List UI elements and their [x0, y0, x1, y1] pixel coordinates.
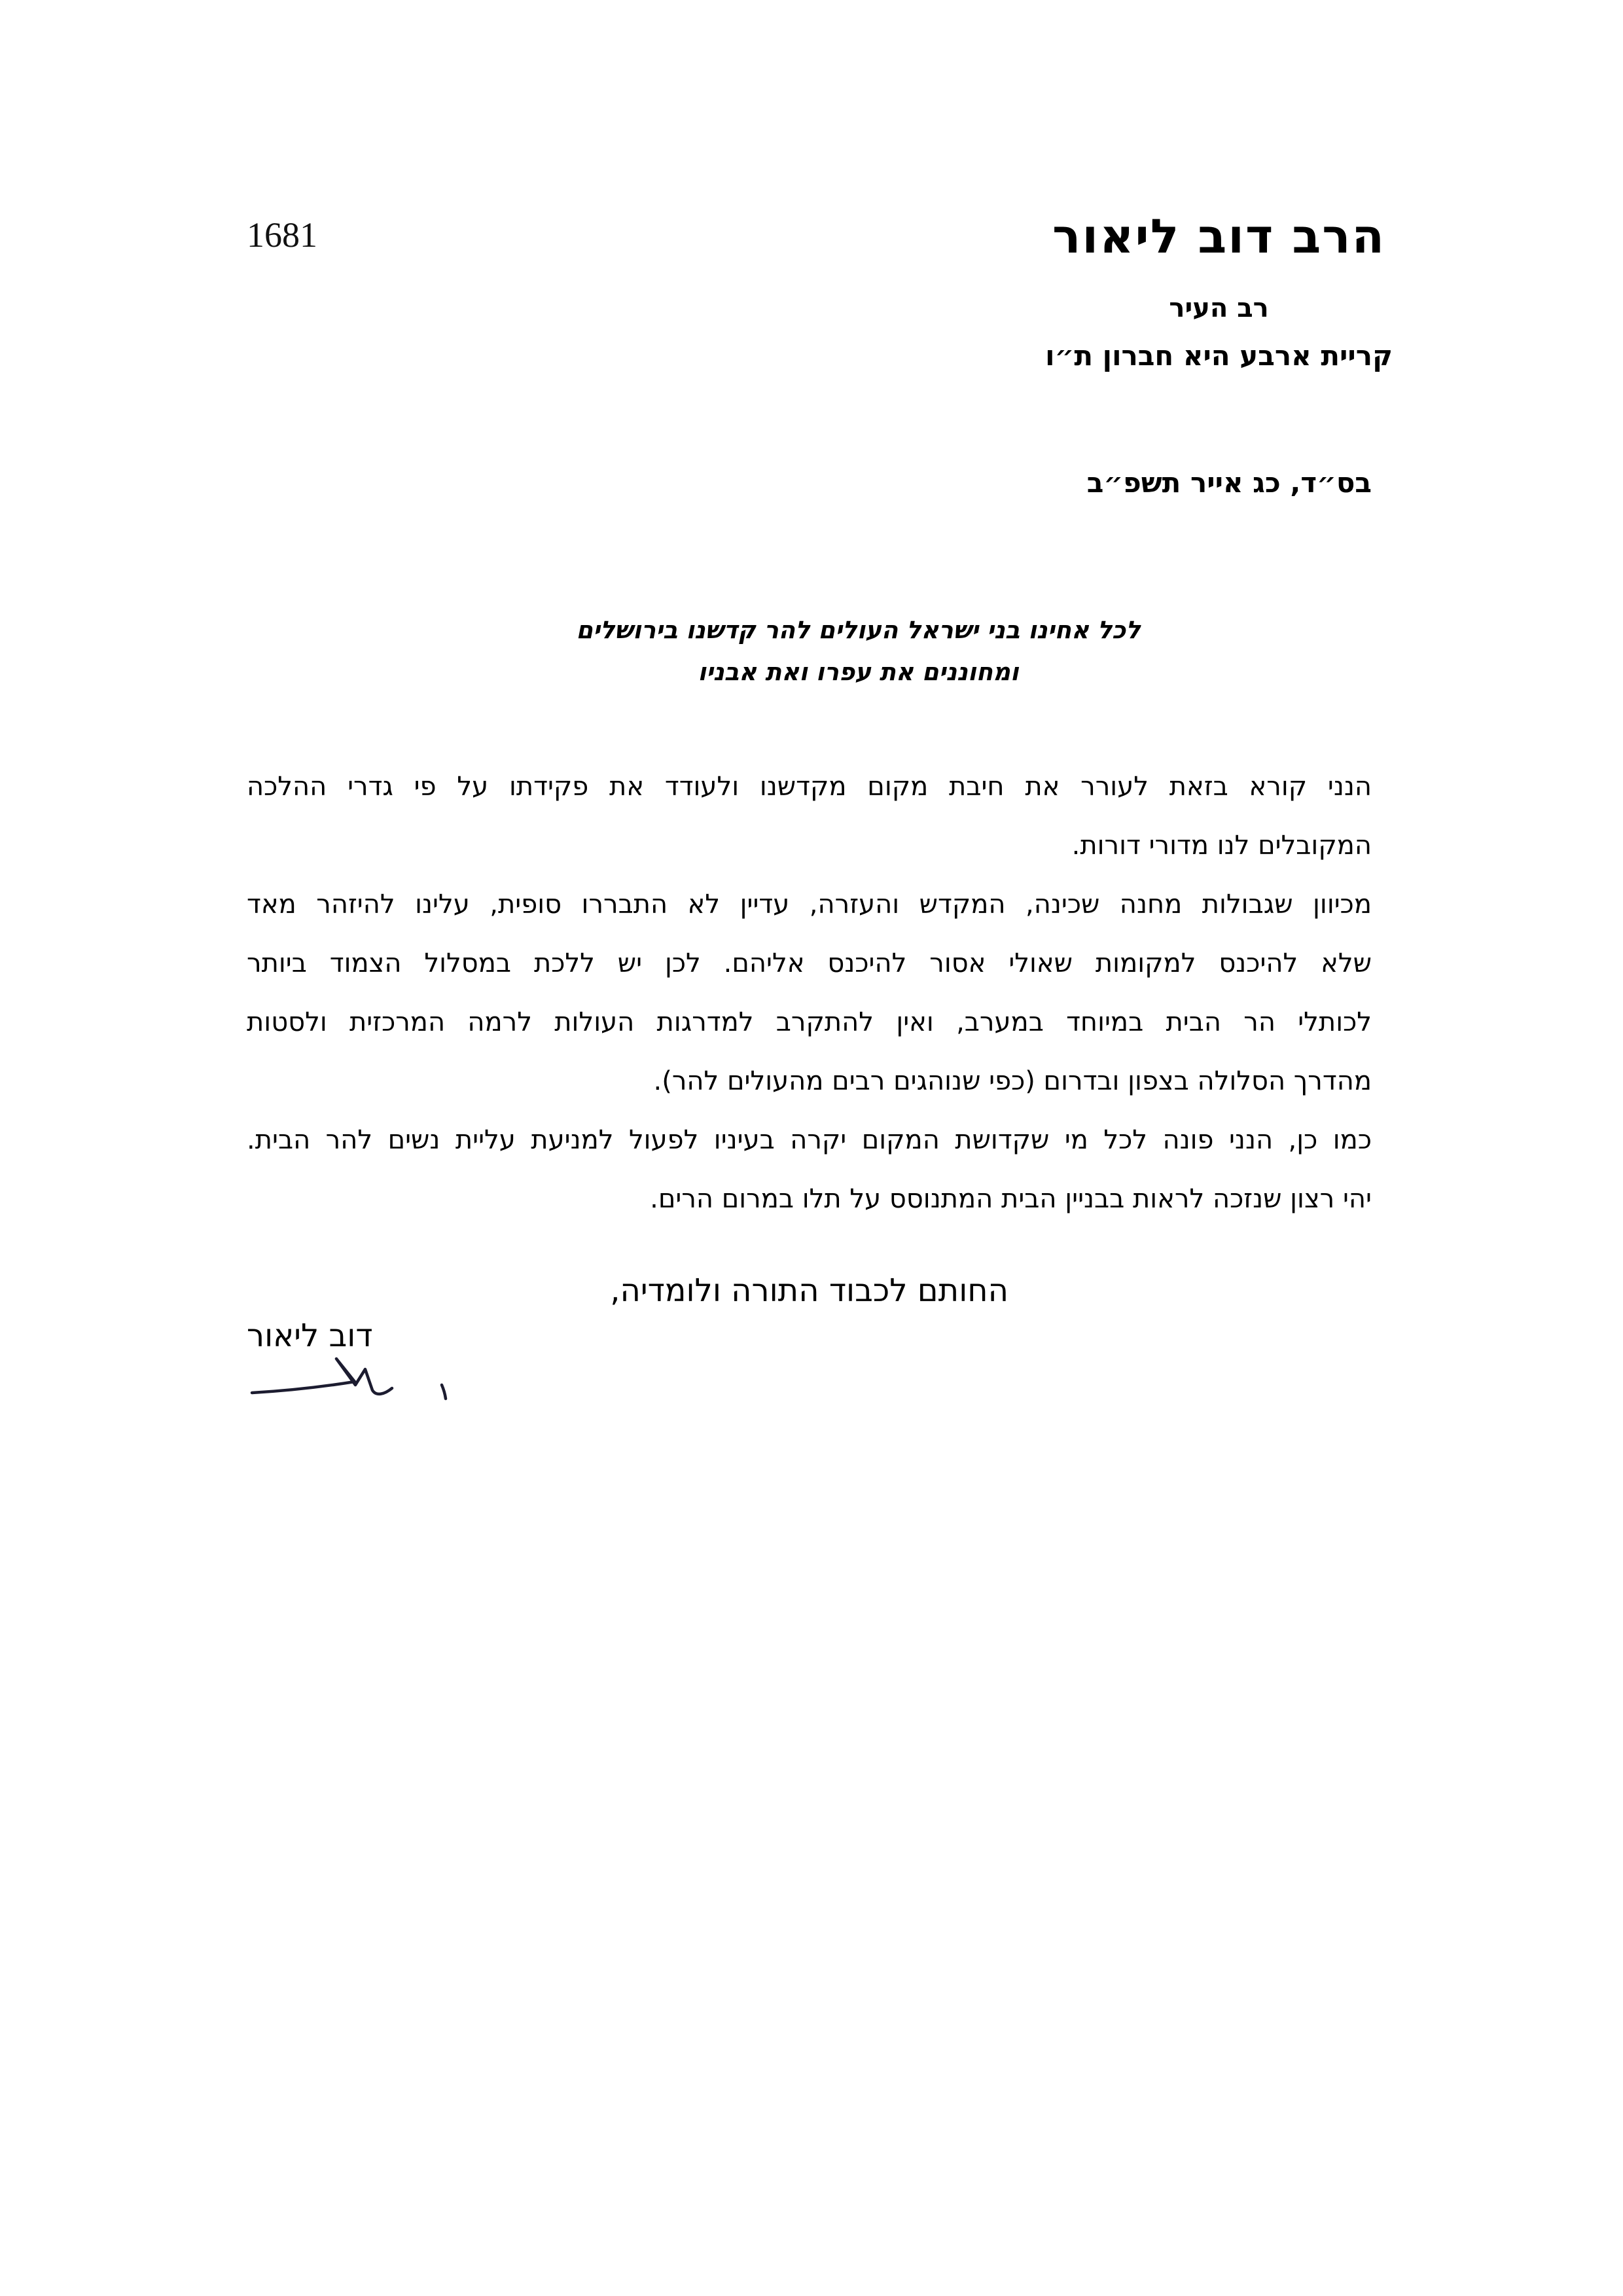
- closing-sign-off: החותם לכבוד התורה ולומדיה,: [610, 1272, 1008, 1310]
- letter-body-column: [247, 0, 1372, 1410]
- body-line: הנני קורא בזאת לעורר את חיבת מקום מקדשנו ולעודד את פקידתו על פי גדרי ההלכה: [247, 772, 1372, 802]
- salutation: [296, 609, 1421, 693]
- body-line: כמו כן, הנני פונה לכל מי שקדושת המקום יקרה בעיניו לפעול למניעת עליית נשים להר הבית.: [247, 1125, 1372, 1156]
- date-line: בס״ד, כג אייר תשפ״ב: [1086, 467, 1372, 499]
- page-number: 1681: [247, 215, 317, 255]
- body-line: מכיוון שגבולות מחנה שכינה, המקדש והעזרה, עדיין לא התבררו סופית, עלינו להיזהר מאד: [247, 889, 1372, 920]
- salutation-line-1: לכל אחינו בני ישראל העולים להר קדשנו בירושלים: [576, 616, 1141, 645]
- signature-scribble-icon: [247, 1352, 463, 1408]
- body-line: יהי רצון שנזכה לראות בבניין הבית המתנוסס על תלו במרום הרים.: [650, 1184, 1372, 1215]
- letterhead-city: קריית ארבע היא חברון ת״ו: [1045, 340, 1393, 372]
- letterhead-title: רב העיר: [1169, 293, 1269, 324]
- body-line: לכותלי הר הבית במיוחד במערב, ואין להתקרב למדרגות העולות לרמה המרכזית ולסטות: [247, 1007, 1372, 1038]
- body-line: המקובלים לנו מדורי דורות.: [1071, 831, 1372, 861]
- salutation-line-2: ומחוננים את עפרו ואת אבניו: [698, 658, 1019, 687]
- letter-body: [247, 757, 1372, 1229]
- signer-name: דוב ליאור: [247, 1317, 373, 1354]
- body-line: שלא להיכנס למקומות שאולי אסור להיכנס אליהם. לכן יש ללכת במסלול הצמוד ביותר: [247, 948, 1372, 979]
- body-line: מהדרך הסלולה בצפון ובדרום (כפי שנוהגים רבים מהעולים להר).: [653, 1066, 1372, 1097]
- signature-block: [247, 1352, 1372, 1410]
- letterhead-rabbi-name: הרב דוב ליאור: [1052, 209, 1386, 264]
